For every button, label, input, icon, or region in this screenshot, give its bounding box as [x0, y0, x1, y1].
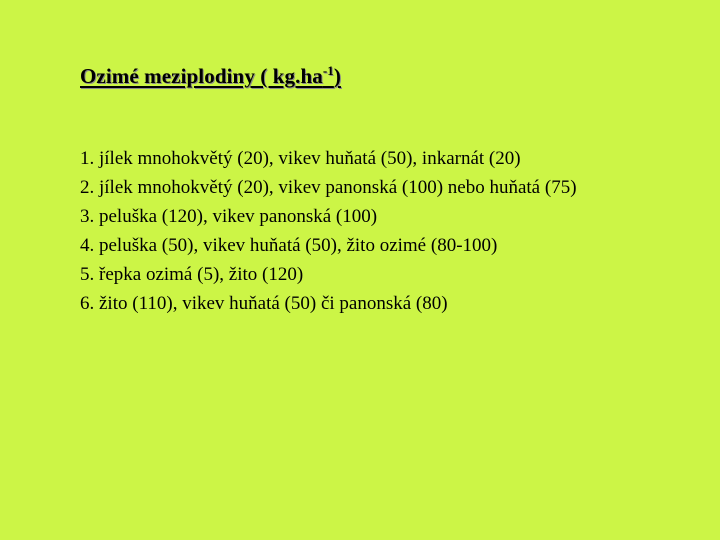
slide-title — [80, 64, 341, 89]
list-item: 3. peluška (120), vikev panonská (100) — [80, 206, 378, 227]
list-item: 5. řepka ozimá (5), žito (120) — [80, 264, 304, 285]
list-item: 1. jílek mnohokvětý (20), vikev huňatá (50), inkarnát (20) — [80, 148, 521, 169]
list-item: 6. žito (110), vikev huňatá (50) či panonská (80) — [80, 293, 448, 314]
title-suffix: ) — [333, 64, 341, 88]
title-text: Ozimé meziplodiny ( kg.ha — [80, 64, 323, 88]
title-superscript: -1 — [322, 63, 334, 78]
list-item: 2. jílek mnohokvětý (20), vikev panonská (100) nebo huňatá (75) — [80, 177, 577, 198]
list-item: 4. peluška (50), vikev huňatá (50), žito ozimé (80-100) — [80, 235, 498, 256]
crop-mix-list — [80, 144, 690, 318]
